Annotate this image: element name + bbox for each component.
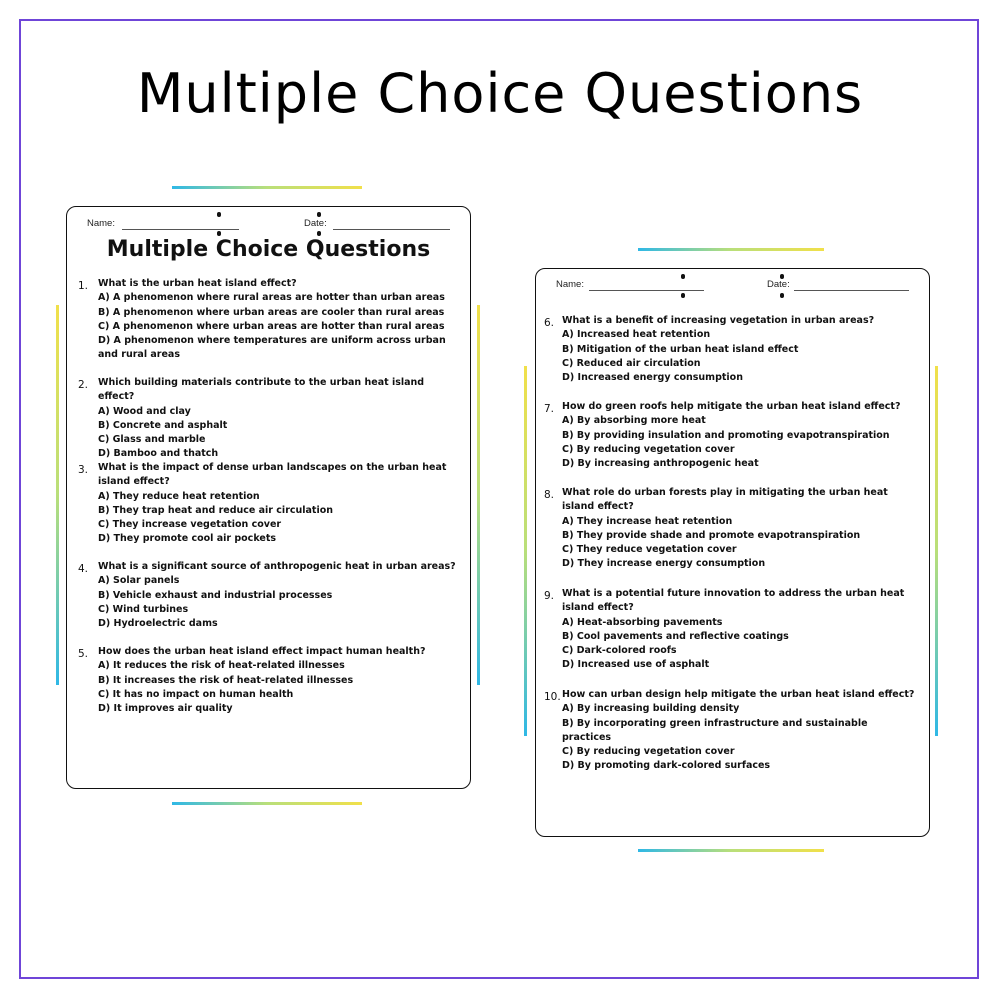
answer-option[interactable]: D) A phenomenon where temperatures are uniform across urban and rural areas xyxy=(98,335,446,361)
answer-option[interactable]: D) They promote cool air pockets xyxy=(98,533,277,545)
question-text: What is a benefit of increasing vegetation in urban areas? xyxy=(562,315,875,326)
answer-option[interactable]: C) Reduced air circulation xyxy=(562,357,701,369)
answer-option[interactable]: C) By reducing vegetation cover xyxy=(562,443,735,455)
answer-option[interactable]: A) By increasing building density xyxy=(562,703,740,715)
answer-option[interactable]: C) A phenomenon where urban areas are hotter than rural areas xyxy=(98,320,445,332)
accent-line-top-right xyxy=(638,248,824,251)
accent-line-bottom-right xyxy=(638,849,824,852)
answer-option[interactable]: A) A phenomenon where rural areas are hotter than urban areas xyxy=(98,292,445,304)
accent-line-left xyxy=(56,305,59,685)
answer-option[interactable]: D) Increased energy consumption xyxy=(562,372,743,384)
answer-option[interactable]: C) They increase vegetation cover xyxy=(98,519,282,531)
answer-option[interactable]: D) Hydroelectric dams xyxy=(98,618,218,630)
accent-line-bottom-left xyxy=(172,802,362,805)
question-text: What is a significant source of anthropogenic heat in urban areas? xyxy=(98,561,456,572)
answer-option[interactable]: B) They provide shade and promote evapotranspiration xyxy=(562,529,861,541)
answer-option[interactable]: C) It has no impact on human health xyxy=(98,688,294,700)
worksheet-1 xyxy=(66,206,471,789)
question-item xyxy=(544,486,918,572)
answer-option[interactable]: C) Wind turbines xyxy=(98,603,189,615)
answer-option[interactable]: C) Dark-colored roofs xyxy=(562,645,677,657)
question-text: What is a potential future innovation to address the urban heat island effect? xyxy=(562,588,905,614)
binder-clip-icon xyxy=(217,202,226,208)
name-label: Name: xyxy=(87,218,115,229)
answer-option[interactable]: A) Heat-absorbing pavements xyxy=(562,616,723,628)
accent-line-mid-right xyxy=(524,366,527,736)
question-item xyxy=(544,314,918,385)
question-number: 4. xyxy=(78,563,89,575)
question-text: What is the impact of dense urban landscapes on the urban heat island effect? xyxy=(98,462,447,488)
answer-option[interactable]: A) Increased heat retention xyxy=(562,329,711,341)
answer-option[interactable]: B) Cool pavements and reflective coatings xyxy=(562,630,789,642)
date-field[interactable] xyxy=(333,229,450,230)
answer-option[interactable]: C) They reduce vegetation cover xyxy=(562,544,737,556)
question-item xyxy=(544,688,918,774)
answer-option[interactable]: D) By promoting dark-colored surfaces xyxy=(562,760,771,772)
answer-option[interactable]: B) Concrete and asphalt xyxy=(98,419,228,431)
question-number: 3. xyxy=(78,464,89,476)
question-item xyxy=(78,376,460,462)
date-label: Date: xyxy=(767,279,790,290)
page-title: Multiple Choice Questions xyxy=(136,62,864,125)
question-number: 2. xyxy=(78,379,89,391)
answer-option[interactable]: A) It reduces the risk of heat-related illnesses xyxy=(98,660,345,672)
question-item xyxy=(544,400,918,471)
binder-clip-icon xyxy=(317,202,326,208)
question-text: How do green roofs help mitigate the urban heat island effect? xyxy=(562,401,901,412)
name-field[interactable] xyxy=(122,229,239,230)
question-number: 6. xyxy=(544,317,555,329)
question-number: 1. xyxy=(78,280,89,292)
question-item xyxy=(78,461,460,547)
question-item xyxy=(544,587,918,673)
accent-line-right xyxy=(935,366,938,736)
question-item xyxy=(78,645,460,716)
answer-option[interactable]: D) Increased use of asphalt xyxy=(562,659,710,671)
question-number: 7. xyxy=(544,403,555,415)
question-item xyxy=(78,560,460,631)
answer-option[interactable]: A) Wood and clay xyxy=(98,405,191,417)
question-text: How can urban design help mitigate the urban heat island effect? xyxy=(562,689,915,700)
answer-option[interactable]: C) By reducing vegetation cover xyxy=(562,746,735,758)
question-item xyxy=(78,277,460,363)
worksheet-2 xyxy=(535,268,930,837)
answer-option[interactable]: B) A phenomenon where urban areas are cooler than rural areas xyxy=(98,306,445,318)
question-text: What is the urban heat island effect? xyxy=(98,278,297,289)
question-text: What role do urban forests play in mitigating the urban heat island effect? xyxy=(562,487,888,513)
worksheet-title: Multiple Choice Questions xyxy=(106,237,431,262)
question-text: Which building materials contribute to the urban heat island effect? xyxy=(98,377,425,403)
accent-line-mid-left xyxy=(477,305,480,685)
date-field[interactable] xyxy=(794,290,909,291)
answer-option[interactable]: D) They increase energy consumption xyxy=(562,558,766,570)
answer-option[interactable]: B) Vehicle exhaust and industrial processes xyxy=(98,589,333,601)
question-number: 8. xyxy=(544,489,555,501)
date-label: Date: xyxy=(304,218,327,229)
answer-option[interactable]: A) By absorbing more heat xyxy=(562,415,706,427)
answer-option[interactable]: A) Solar panels xyxy=(98,575,180,587)
answer-option[interactable]: B) Mitigation of the urban heat island effect xyxy=(562,343,799,355)
accent-line-top-left xyxy=(172,186,362,189)
question-number: 9. xyxy=(544,590,555,602)
answer-option[interactable]: A) They reduce heat retention xyxy=(98,490,260,502)
answer-option[interactable]: D) By increasing anthropogenic heat xyxy=(562,458,759,470)
question-number: 10. xyxy=(544,691,561,703)
binder-clip-icon xyxy=(681,264,690,270)
name-field[interactable] xyxy=(589,290,704,291)
answer-option[interactable]: D) Bamboo and thatch xyxy=(98,448,219,460)
answer-option[interactable]: A) They increase heat retention xyxy=(562,515,733,527)
answer-option[interactable]: B) They trap heat and reduce air circulation xyxy=(98,504,334,516)
answer-option[interactable]: B) By providing insulation and promoting evapotranspiration xyxy=(562,429,890,441)
answer-option[interactable]: B) By incorporating green infrastructure and sustainable practices xyxy=(562,717,868,743)
binder-clip-icon xyxy=(780,264,789,270)
question-number: 5. xyxy=(78,648,89,660)
name-label: Name: xyxy=(556,279,584,290)
answer-option[interactable]: D) It improves air quality xyxy=(98,703,233,715)
question-text: How does the urban heat island effect impact human health? xyxy=(98,646,426,657)
answer-option[interactable]: B) It increases the risk of heat-related illnesses xyxy=(98,674,354,686)
answer-option[interactable]: C) Glass and marble xyxy=(98,434,206,446)
